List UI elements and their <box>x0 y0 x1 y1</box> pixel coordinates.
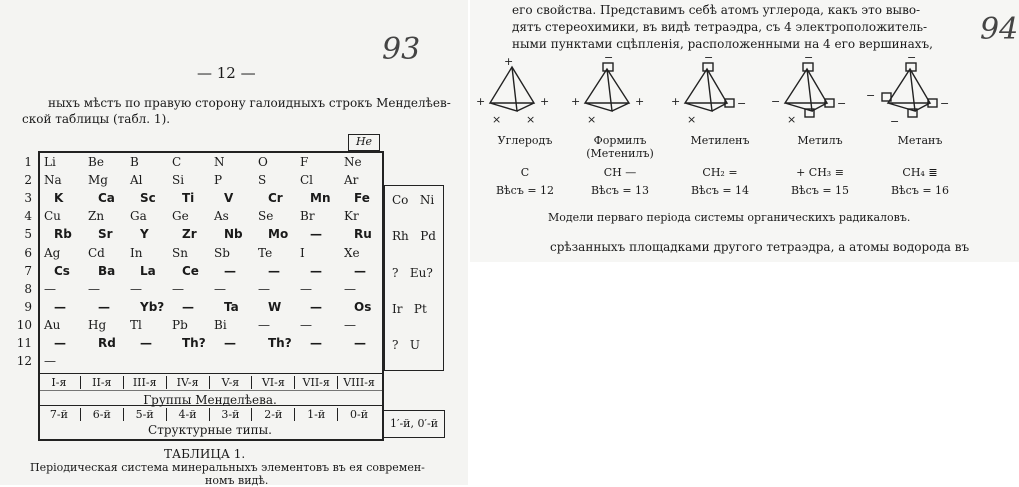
element-cell: Zr <box>182 227 197 242</box>
element-cell: Ge <box>172 209 189 224</box>
element-cell: — <box>214 281 226 296</box>
element-cell: — <box>344 317 356 332</box>
element-cell: Fe <box>354 191 370 206</box>
handwritten-page-number: 94 <box>980 12 1019 47</box>
element-cell: Sb <box>214 245 230 260</box>
svg-text:−: − <box>604 55 614 64</box>
svg-text:−: − <box>837 97 847 110</box>
group-label: VIII-я <box>343 376 375 389</box>
page-number: — 12 — <box>197 64 256 82</box>
element-cell: Si <box>172 173 185 188</box>
element-cell: N <box>214 155 225 169</box>
svg-text:+: + <box>504 55 514 68</box>
element-cell: Ag <box>44 245 61 260</box>
row-number: 4 <box>24 209 32 224</box>
element-cell: Mn <box>310 191 331 206</box>
svg-text:+: + <box>571 95 581 108</box>
he-box: He <box>348 134 380 151</box>
element-cell: Cr <box>268 191 283 206</box>
element-cell: Yb? <box>140 299 165 314</box>
type-label: 5-й <box>124 408 167 421</box>
element-cell: In <box>130 245 143 260</box>
element-cell: Y <box>140 227 149 242</box>
element-cell: Mo <box>268 227 289 242</box>
element-cell: Rd <box>98 336 116 350</box>
element-cell: As <box>214 209 229 224</box>
element-cell: Au <box>44 317 61 332</box>
row-number: 11 <box>16 336 32 350</box>
tetrahedron-methyl <box>771 55 846 126</box>
row-number: 1 <box>24 155 32 169</box>
right-page <box>470 0 1019 262</box>
element-cell: Se <box>258 209 274 224</box>
radical-weight: Вѣсъ = 14 <box>690 184 750 197</box>
element-cell: I <box>300 245 305 260</box>
radical-name: Формилъ <box>593 134 647 147</box>
element-cell: F <box>300 155 309 169</box>
element-cell: — <box>300 281 312 296</box>
element-cell: Tl <box>130 317 142 332</box>
element-cell: — <box>140 336 152 350</box>
tetrahedron-formyl <box>571 55 644 126</box>
type-label: 3-й <box>210 408 253 421</box>
element-cell: Ti <box>182 191 195 206</box>
element-cell: Bi <box>214 317 227 332</box>
radical-name: Метилъ <box>797 134 843 147</box>
text-line: ными пунктами сцѣпленія, расположенными на 4 его вершинахъ, <box>512 37 933 51</box>
groups-row <box>38 376 380 389</box>
element-cell: — <box>268 263 280 278</box>
divider <box>38 373 382 374</box>
type-label: 0-й <box>350 408 369 421</box>
element-cell: P <box>214 173 223 188</box>
svg-text:×: × <box>587 113 597 126</box>
element-cell: Br <box>300 209 315 224</box>
side-element-pair: ? Eu? <box>392 265 433 280</box>
svg-text:−: − <box>704 55 714 64</box>
svg-text:×: × <box>492 113 502 126</box>
radical-name: Углеродъ <box>497 134 553 147</box>
svg-text:×: × <box>787 113 797 126</box>
element-cell: Cu <box>44 209 61 224</box>
row-number: 3 <box>24 191 32 206</box>
group-label: I-я <box>38 376 81 389</box>
types-side-box: 1′-й, 0′-й <box>383 410 445 438</box>
handwritten-page-number: 93 <box>382 32 421 67</box>
element-cell: — <box>310 227 322 242</box>
group-label: V-я <box>210 376 253 389</box>
svg-text:−: − <box>866 89 876 102</box>
radical-formula: CH₄ ≣ <box>902 166 938 179</box>
svg-text:−: − <box>771 95 781 108</box>
element-cell: — <box>224 263 236 278</box>
element-cell: C <box>172 155 182 169</box>
element-cell: Cs <box>54 263 70 278</box>
element-cell: Be <box>88 155 104 169</box>
element-cell: — <box>344 281 356 296</box>
element-cell: — <box>44 281 56 296</box>
text-line: срѣзанныхъ площадками другого тетраэдра, а атомы водорода въ <box>550 240 970 254</box>
tetrahedron-methylene <box>671 55 746 126</box>
element-cell: Al <box>130 173 143 188</box>
radical-name: Метиленъ <box>690 134 750 147</box>
radical-formula: CH₂ = <box>702 166 738 179</box>
text-line: ныхъ мѣстъ по правую сторону галоидныхъ строкъ Менделѣев- <box>48 96 451 110</box>
element-cell: S <box>258 173 267 188</box>
table-caption-title: ТАБЛИЦА 1. <box>164 447 246 461</box>
text-line: ской таблицы (табл. 1). <box>22 112 171 126</box>
side-element-pair: ? U <box>392 338 420 352</box>
element-cell: O <box>258 155 268 169</box>
element-cell: Sc <box>140 191 156 206</box>
element-cell: — <box>258 317 270 332</box>
element-cell: — <box>182 299 194 314</box>
radical-alt-name: (Метенилъ) <box>586 147 654 160</box>
tetrahedron-methane <box>866 55 949 128</box>
element-cell: Ta <box>224 299 239 314</box>
types-row <box>38 408 380 421</box>
radical-weight: Вѣсъ = 12 <box>495 184 555 197</box>
element-cell: — <box>88 281 100 296</box>
element-cell: — <box>54 336 66 350</box>
svg-text:×: × <box>526 113 536 126</box>
element-cell: Ba <box>98 263 116 278</box>
element-cell: Te <box>258 245 273 260</box>
svg-text:−: − <box>907 55 917 64</box>
element-cell: Xe <box>344 245 360 260</box>
divider <box>38 390 382 391</box>
element-cell: Hg <box>88 317 107 332</box>
group-label: VII-я <box>295 376 338 389</box>
element-cell: — <box>310 336 322 350</box>
element-cell: — <box>354 336 366 350</box>
side-column-frame <box>384 185 444 371</box>
radical-weight: Вѣсъ = 13 <box>590 184 650 197</box>
text-line: его свойства. Представимъ себѣ атомъ углерода, какъ это выво- <box>512 3 921 17</box>
type-label: 7-й <box>38 408 81 421</box>
element-cell: — <box>130 281 142 296</box>
element-cell: Zn <box>88 209 105 224</box>
group-label: II-я <box>81 376 124 389</box>
svg-text:×: × <box>687 113 697 126</box>
element-cell: — <box>310 299 322 314</box>
element-cell: Li <box>44 155 56 169</box>
element-cell: — <box>354 263 366 278</box>
element-cell: K <box>54 191 64 206</box>
element-cell: Th? <box>182 336 206 350</box>
element-cell: Ne <box>344 155 362 169</box>
element-cell: Ce <box>182 263 199 278</box>
types-caption: Структурные типы. <box>148 423 272 437</box>
groups-caption: Группы Менделѣева. <box>143 393 277 407</box>
svg-text:+: + <box>476 95 486 108</box>
row-number: 9 <box>24 299 32 314</box>
row-number: 6 <box>24 245 32 260</box>
element-cell: V <box>224 191 234 206</box>
type-label: 1-й <box>295 408 338 421</box>
text-line: дятъ стереохимики, въ видѣ тетраэдра, съ 4 электроположитель- <box>512 20 928 34</box>
table-caption: Періодическая система минеральныхъ элементовъ въ ея современ- <box>30 461 425 474</box>
left-page <box>0 0 468 485</box>
element-cell: Rb <box>54 227 72 242</box>
element-cell: La <box>140 263 156 278</box>
group-label: IV-я <box>167 376 210 389</box>
svg-text:+: + <box>635 95 645 108</box>
element-cell: Sr <box>98 227 113 242</box>
element-cell: Ar <box>344 173 359 188</box>
radical-name: Метанъ <box>897 134 943 147</box>
element-cell: Na <box>44 173 62 188</box>
type-label: 4-й <box>167 408 210 421</box>
row-number: 2 <box>24 173 32 188</box>
element-cell: Sn <box>172 245 188 260</box>
element-cell: W <box>268 299 282 314</box>
element-cell: Th? <box>268 336 292 350</box>
element-cell: — <box>300 317 312 332</box>
element-cell: Kr <box>344 209 359 224</box>
element-cell: — <box>44 354 56 369</box>
row-number: 8 <box>24 281 32 296</box>
radical-formula: C <box>520 166 530 179</box>
side-element-pair: Ir Pt <box>392 301 427 316</box>
radical-weight: Вѣсъ = 16 <box>890 184 950 197</box>
svg-text:−: − <box>804 55 814 64</box>
element-cell: — <box>310 263 322 278</box>
svg-text:+: + <box>540 95 550 108</box>
group-label: III-я <box>124 376 167 389</box>
group-label: VI-я <box>252 376 295 389</box>
element-cell: Ga <box>130 209 147 224</box>
element-cell: Os <box>354 299 372 314</box>
radical-weight: Вѣсъ = 15 <box>790 184 850 197</box>
element-cell: — <box>98 299 110 314</box>
svg-text:−: − <box>940 97 950 110</box>
radical-formula: + CH₃ ≡ <box>796 166 844 179</box>
element-cell: — <box>172 281 184 296</box>
table-caption: номъ видѣ. <box>205 474 269 487</box>
side-element-pair: Rh Pd <box>392 229 436 244</box>
side-element-pair: Co Ni <box>392 193 435 208</box>
tetrahedron-carbon <box>476 55 549 126</box>
row-number: 7 <box>24 263 32 278</box>
element-cell: Cl <box>300 173 314 188</box>
svg-text:+: + <box>671 95 681 108</box>
element-cell: Cd <box>88 245 105 260</box>
row-number: 5 <box>24 227 32 242</box>
element-cell: B <box>130 155 139 169</box>
element-cell: Ru <box>354 227 372 242</box>
element-cell: Pb <box>172 317 188 332</box>
element-cell: — <box>54 299 66 314</box>
element-cell: Ca <box>98 191 115 206</box>
element-cell: — <box>224 336 236 350</box>
svg-text:−: − <box>737 97 747 110</box>
element-cell: Nb <box>224 227 243 242</box>
row-number: 10 <box>16 317 32 332</box>
tetrahedra-figure <box>470 55 1019 130</box>
figure-caption: Модели перваго періода системы органическихъ радикаловъ. <box>548 211 911 224</box>
type-label: 2-й <box>252 408 295 421</box>
radical-formula: CH — <box>603 166 637 179</box>
svg-text:−: − <box>890 115 900 128</box>
element-cell: — <box>258 281 270 296</box>
element-cell: Mg <box>88 173 108 188</box>
row-number: 12 <box>16 354 32 369</box>
type-label: 6-й <box>81 408 124 421</box>
